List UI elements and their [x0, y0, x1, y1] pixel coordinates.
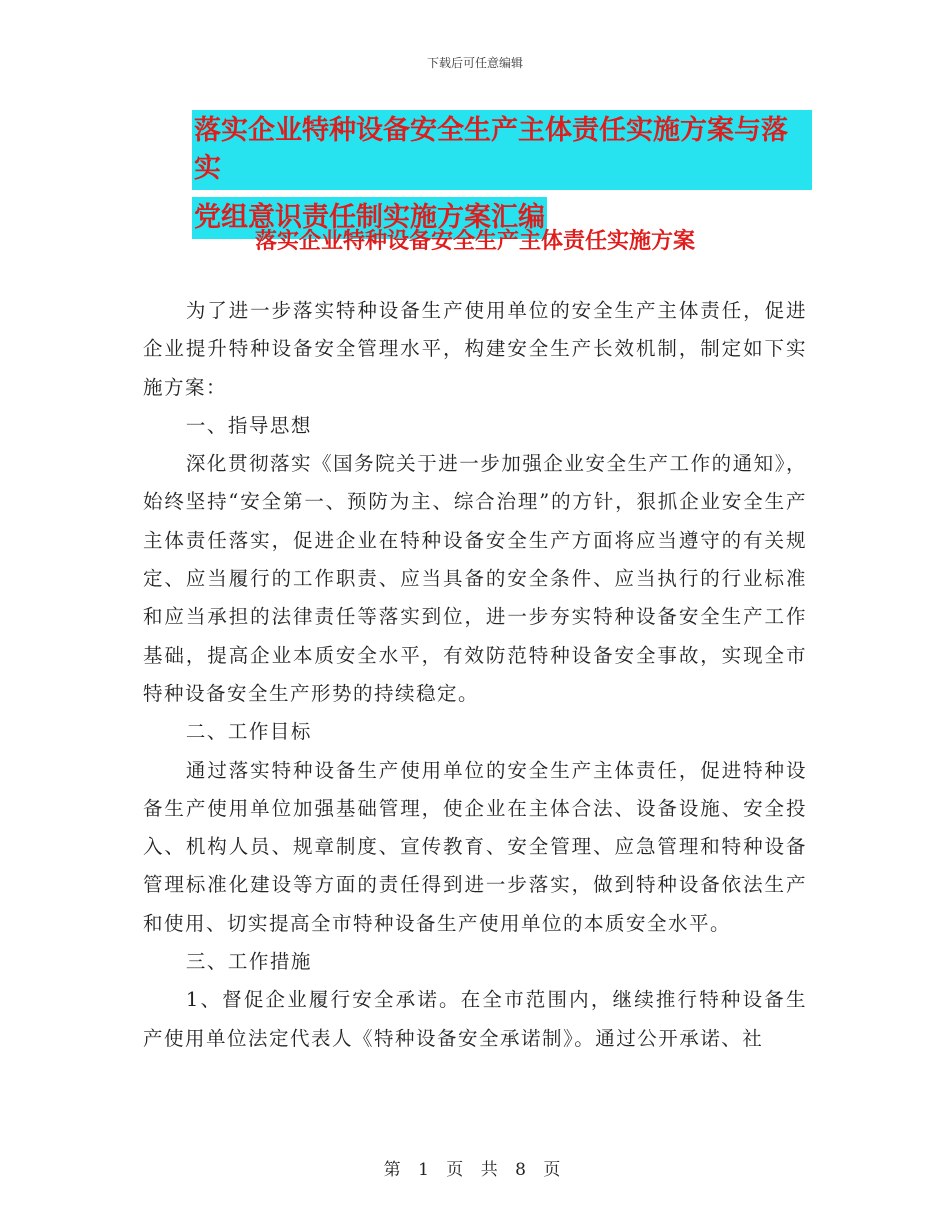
header-note: 下载后可任意编辑: [426, 56, 523, 70]
heading-work-goals: 二、工作目标: [185, 720, 312, 744]
paragraph-work-goals: 通过落实特种设备生产使用单位的安全生产主体责任，促进特种设备生产使用单位加强基础管理，使企业在主体合法、设备设施、安全投入、机构人员、规章制度、宣传教育、安全管理、应急管理和特种设备管理标准化建设等方面的责任得到进一步落实，做到特种设备依法生产和使用、切实提高全市特种设备生产使用单位的本质安全水平。: [143, 758, 807, 935]
document-body: [143, 292, 807, 1058]
heading-work-measures: 三、工作措施: [185, 950, 312, 974]
paragraph-intro: 为了进一步落实特种设备生产使用单位的安全生产主体责任，促进企业提升特种设备安全管理水平，构建安全生产长效机制，制定如下实施方案：: [143, 299, 807, 399]
section-title: 落实企业特种设备安全生产主体责任实施方案: [254, 228, 695, 254]
paragraph-guiding-thought: 深化贯彻落实《国务院关于进一步加强企业安全生产工作的通知》，始终坚持“安全第一、预防为主、综合治理”的方针，狠抓企业安全生产主体责任落实，促进企业在特种设备安全生产方面将应当遵守的有关规定、应当履行的工作职责、应当具备的安全条件、应当执行的行业标准和应当承担的法律责任等落实到位，进一步夯实特种设备安全生产工作基础，提高企业本质安全水平，有效防范特种设备安全事故，实现全市特种设备安全生产形势的持续稳定。: [143, 452, 807, 705]
title-line-2: 党组意识责任制实施方案汇编: [192, 197, 547, 239]
title-line-1: 落实企业特种设备安全生产主体责任实施方案与落实: [192, 110, 812, 190]
heading-guiding-thought: 一、指导思想: [185, 413, 312, 437]
paragraph-measure-1: 1、督促企业履行安全承诺。在全市范围内，继续推行特种设备生产使用单位法定代表人《特种设备安全承诺制》。通过公开承诺、社: [143, 988, 807, 1050]
page-footer: 第 1 页 共 8 页: [383, 1160, 567, 1180]
